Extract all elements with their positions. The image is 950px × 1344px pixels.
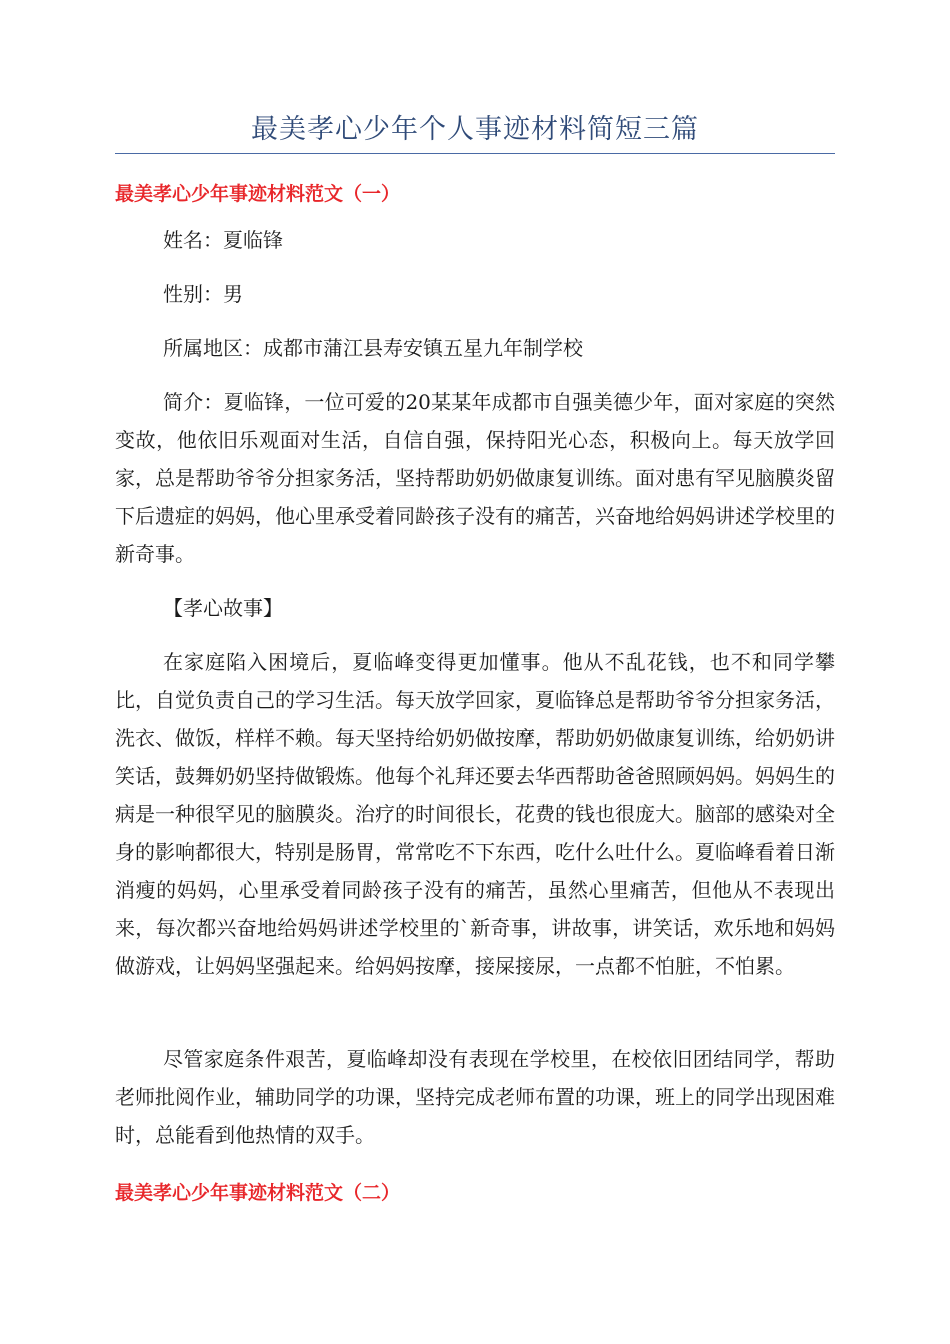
document-title: 最美孝心少年个人事迹材料简短三篇 (251, 114, 699, 145)
region-line: 所属地区：成都市蒲江县寿安镇五星九年制学校 (163, 336, 583, 360)
story-label: 【孝心故事】 (163, 596, 283, 620)
intro-paragraph: 简介：夏临锋，一位可爱的20某某年成都市自强美德少年，面对家庭的突然变故，他依旧乐观面对生活，自信自强，保持阳光心态，积极向上。每天放学回家，总是帮助爷爷分担家务活，坚持帮助奶奶做康复训练。面对患有罕见脑膜炎留下后遗症的妈妈，他心里承受着同龄孩子没有的痛苦，兴奋地给妈妈讲述学校里的新奇事。 (115, 390, 835, 566)
story-paragraph-1: 在家庭陷入困境后，夏临峰变得更加懂事。他从不乱花钱，也不和同学攀比，自觉负责自己的学习生活。每天放学回家，夏临锋总是帮助爷爷分担家务活，洗衣、做饭，样样不赖。每天坚持给奶奶做按摩，帮助奶奶做康复训练，给奶奶讲笑话，鼓舞奶奶坚持做锻炼。他每个礼拜还要去华西帮助爸爸照顾妈妈。妈妈生的病是一种很罕见的脑膜炎。治疗的时间很长，花费的钱也很庞大。脑部的感染对全身的影响都很大，特别是肠胃，常常吃不下东西，吃什么吐什么。夏临峰看着日渐消瘦的妈妈，心里承受着同龄孩子没有的痛苦，虽然心里痛苦，但他从不表现出来，每次都兴奋地给妈妈讲述学校里的`新奇事，讲故事，讲笑话，欢乐地和妈妈做游戏，让妈妈坚强起来。给妈妈按摩，接屎接尿，一点都不怕脏，不怕累。 (115, 650, 835, 978)
title-underline (115, 153, 835, 154)
section-2-heading: 最美孝心少年事迹材料范文（二） (115, 1182, 401, 1204)
name-line: 姓名：夏临锋 (163, 228, 283, 252)
gender-line: 性别：男 (163, 282, 243, 306)
story-paragraph-2: 尽管家庭条件艰苦，夏临峰却没有表现在学校里，在校依旧团结同学，帮助老师批阅作业，辅助同学的功课，坚持完成老师布置的功课，班上的同学出现困难时，总能看到他热情的双手。 (115, 1047, 835, 1147)
section-1-heading: 最美孝心少年事迹材料范文（一） (115, 183, 401, 205)
